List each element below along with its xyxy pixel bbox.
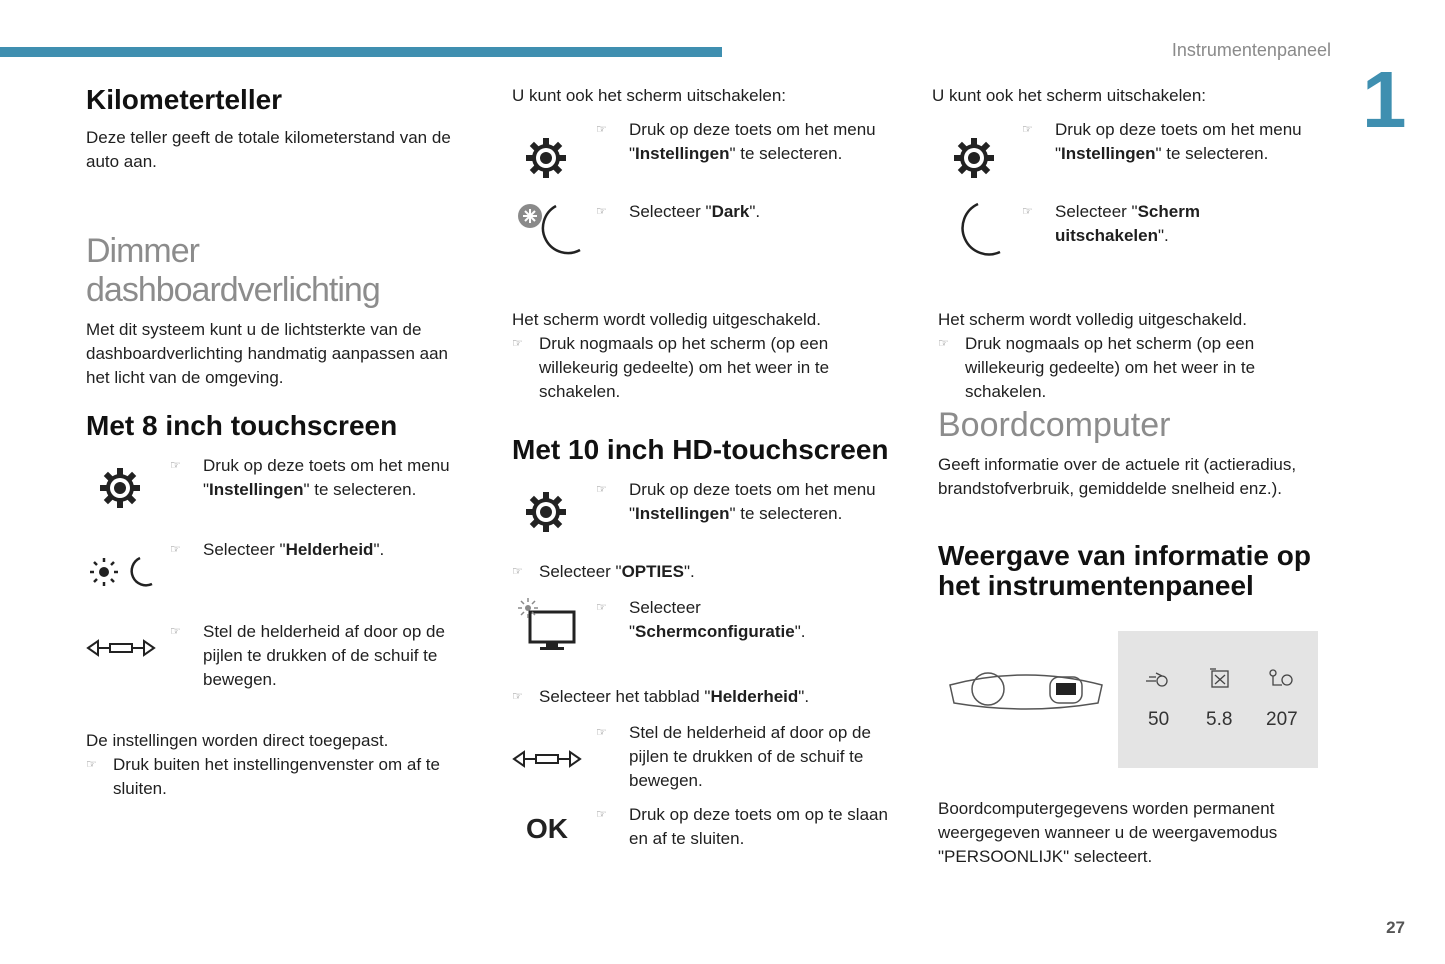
step-text: Stel de helderheid af door op de pijlen te drukken of de schuif te bewegen. xyxy=(629,723,871,790)
dashboard-outline-icon xyxy=(946,669,1106,713)
dimmer-text: Met dit systeem kunt u de lichtsterkte van de dashboardverlichting handmatig aanpassen aan het licht van de omgeving. xyxy=(86,320,448,387)
intro-text: U kunt ook het scherm uitschakelen: xyxy=(932,86,1207,105)
column-1 xyxy=(86,84,486,805)
step-settings xyxy=(512,118,912,200)
step-text: Druk buiten het instellingenvenster om af te sluiten. xyxy=(113,755,440,798)
gear-icon xyxy=(524,136,568,180)
bullet-icon: ☞ xyxy=(596,725,607,739)
moon-icon xyxy=(948,200,1004,258)
range-icon xyxy=(1144,669,1170,689)
step-settings xyxy=(938,118,1338,200)
permanent-text: Boordcomputergegevens worden permanent weergegeven wanneer u de weergavemodus "PERSOONLIJK" selecteert. xyxy=(938,799,1278,866)
bullet-icon: ☞ xyxy=(512,564,523,578)
kilometer-text: Deze teller geeft de totale kilometerstand van de auto aan. xyxy=(86,128,451,171)
step-text: Druk nogmaals op het scherm (op een willekeurig gedeelte) om het weer in te schakelen. xyxy=(539,334,830,401)
bullet-icon: ☞ xyxy=(596,482,607,496)
page-number: 27 xyxy=(1386,918,1405,937)
off-text: Het scherm wordt volledig uitgeschakeld. xyxy=(512,310,821,329)
brightness-moon-icon xyxy=(88,552,158,592)
step-text: Selecteer "OPTIES". xyxy=(539,562,695,581)
bullet-icon: ☞ xyxy=(1022,122,1033,136)
bullet-icon: ☞ xyxy=(512,336,523,350)
slider-arrows-icon xyxy=(86,636,156,660)
step-text: Druk op deze toets om het menu "Instellingen" te selecteren. xyxy=(1055,120,1302,163)
schermconf-step xyxy=(512,596,912,685)
step-screen-off xyxy=(938,200,1338,296)
boordcomputer-title: Boordcomputer xyxy=(938,406,1171,444)
opties-step xyxy=(512,560,912,596)
step-text: Druk nogmaals op het scherm (op een willekeurig gedeelte) om het weer in te schakelen. xyxy=(965,334,1256,401)
bullet-icon: ☞ xyxy=(170,542,181,556)
gear-icon xyxy=(952,136,996,180)
bullet-icon: ☞ xyxy=(938,336,949,350)
bullet-icon: ☞ xyxy=(86,757,97,771)
intro-text: U kunt ook het scherm uitschakelen: xyxy=(512,86,787,105)
column-3 xyxy=(932,84,1338,869)
step-text: Druk op deze toets om op te slaan en af te sluiten. xyxy=(629,805,888,848)
header-accent-bar xyxy=(0,47,722,57)
tap-again-step xyxy=(938,332,1338,406)
dark-mode-icon xyxy=(516,200,584,258)
dimmer-title: Dimmer dashboardverlichting xyxy=(86,232,380,309)
off-text: Het scherm wordt volledig uitgeschakeld. xyxy=(938,310,1247,329)
step-dark xyxy=(512,200,912,296)
press-outside-step xyxy=(86,753,486,805)
touch10-title: Met 10 inch HD-touchscreen xyxy=(512,434,889,465)
header-section-title: Instrumentenpaneel xyxy=(1171,40,1331,60)
step-text: Selecteer "Dark". xyxy=(629,202,761,221)
step-text: Selecteer "Helderheid". xyxy=(203,540,385,559)
touch8-step-settings xyxy=(86,454,486,538)
kilometer-title: Kilometerteller xyxy=(86,84,283,115)
gear-icon xyxy=(524,490,568,534)
gear-icon xyxy=(98,466,142,510)
info-display-panel xyxy=(1118,631,1318,768)
bullet-icon: ☞ xyxy=(596,807,607,821)
bullet-icon: ☞ xyxy=(596,204,607,218)
step-text: Selecteer "Scherm uitschakelen". xyxy=(1055,202,1200,245)
bullet-icon: ☞ xyxy=(512,689,523,703)
step-text: Druk op deze toets om het menu "Instellingen" te selecteren. xyxy=(629,480,876,523)
touch8-step-adjust xyxy=(86,620,486,715)
slider-arrows-icon xyxy=(512,747,582,771)
bullet-icon: ☞ xyxy=(170,624,181,638)
bullet-icon: ☞ xyxy=(170,458,181,472)
step-text: Druk op deze toets om het menu "Instellingen" te selecteren. xyxy=(629,120,876,163)
touch8-step-brightness xyxy=(86,538,486,620)
tap-again-step xyxy=(512,332,912,412)
bullet-icon: ☞ xyxy=(596,600,607,614)
weergave-title: Weergave van informatie op het instrumentenpaneel xyxy=(938,540,1311,601)
chapter-number: 1 xyxy=(1362,55,1407,144)
bullet-icon: ☞ xyxy=(1022,204,1033,218)
column-2 xyxy=(512,84,912,863)
ok-step xyxy=(512,803,912,863)
speed-value: 207 xyxy=(1266,709,1298,730)
applied-text: De instellingen worden direct toegepast. xyxy=(86,731,389,750)
consumption-value: 5.8 xyxy=(1206,709,1233,730)
touch10-step-settings xyxy=(512,478,912,560)
bullet-icon: ☞ xyxy=(596,122,607,136)
average-speed-icon xyxy=(1268,667,1294,689)
step-text: Selecteer het tabblad "Helderheid". xyxy=(539,687,810,706)
touch8-title: Met 8 inch touchscreen xyxy=(86,410,398,441)
screen-brightness-icon xyxy=(516,596,578,654)
step-text: Selecteer "Schermconfiguratie". xyxy=(629,598,806,641)
fuel-consumption-icon xyxy=(1208,667,1232,689)
step-text: Stel de helderheid af door op de pijlen te drukken of de schuif te bewegen. xyxy=(203,622,445,689)
adjust-step xyxy=(512,721,912,803)
instrument-illustration xyxy=(938,631,1338,791)
boordcomputer-text: Geeft informatie over de actuele rit (actieradius, brandstofverbruik, gemiddelde snelheid enz.). xyxy=(938,455,1297,498)
tab-step xyxy=(512,685,912,721)
range-value: 50 xyxy=(1148,709,1170,730)
step-text: Druk op deze toets om het menu "Instellingen" te selecteren. xyxy=(203,456,450,499)
ok-button-icon: OK xyxy=(526,813,568,844)
